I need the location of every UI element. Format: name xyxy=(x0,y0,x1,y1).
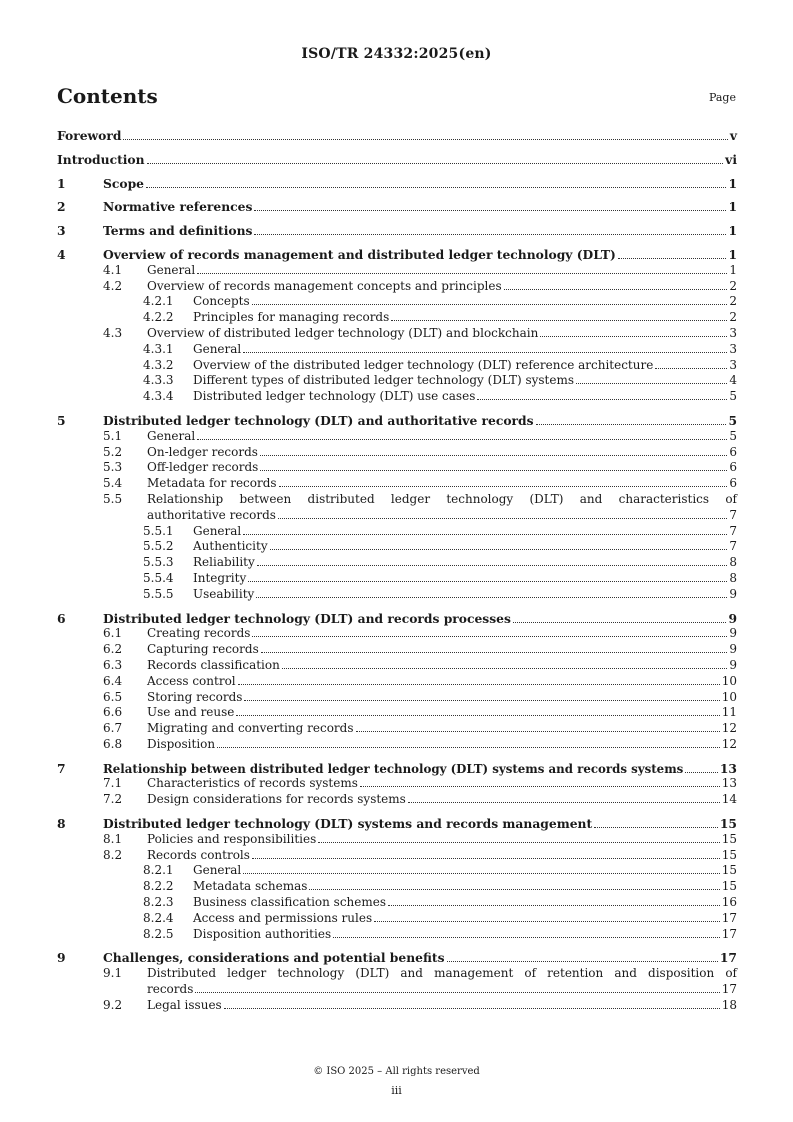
toc-entry-introduction[interactable] xyxy=(57,152,737,168)
toc-entry-4-2-1[interactable] xyxy=(57,294,737,310)
leader-dots xyxy=(252,304,728,305)
leader-dots xyxy=(536,424,727,425)
toc-page: 8 xyxy=(729,555,737,570)
toc-entry-8-2-2[interactable] xyxy=(57,879,737,895)
toc-number: 4.2 xyxy=(103,278,123,293)
toc-title: Disposition authorities xyxy=(193,926,332,941)
toc-number: 4.3.2 xyxy=(143,357,174,372)
toc-number: 5.5.3 xyxy=(143,555,174,570)
page-number: iii xyxy=(391,1084,402,1097)
toc-page: 2 xyxy=(729,278,737,293)
toc-title: Normative references xyxy=(103,199,253,215)
toc-number: 5.5.1 xyxy=(143,523,174,538)
toc-entry-4-2-2[interactable] xyxy=(57,310,737,326)
toc-entry-8-2-1[interactable] xyxy=(57,863,737,879)
toc-number: 5.4 xyxy=(103,476,123,491)
toc-title: Distributed ledger technology (DLT) use cases xyxy=(193,389,476,404)
leader-dots xyxy=(655,368,727,369)
toc-title: Migrating and converting records xyxy=(147,721,354,736)
toc-page: 10 xyxy=(721,673,737,688)
leader-dots xyxy=(123,139,727,140)
toc-page: 3 xyxy=(729,325,737,340)
table-of-contents xyxy=(57,128,737,1014)
toc-entry-5-2[interactable] xyxy=(57,445,737,461)
toc-number: 7.2 xyxy=(103,792,123,807)
toc-number: 8.2.1 xyxy=(143,863,174,878)
leader-dots xyxy=(282,668,728,669)
toc-number: 1 xyxy=(57,175,66,191)
toc-title: Access control xyxy=(147,673,236,688)
toc-title-line-2: records xyxy=(147,982,194,997)
leader-dots xyxy=(252,858,720,859)
toc-entry-6-3[interactable] xyxy=(57,658,737,674)
toc-title: Reliability xyxy=(193,555,255,570)
toc-title: Disposition xyxy=(147,736,216,751)
toc-number: 4.2.1 xyxy=(143,294,174,309)
leader-dots xyxy=(238,684,720,685)
toc-title: Design considerations for records systems xyxy=(147,792,406,807)
toc-title: Relationship between distributed ledger technology (DLT) systems and records systems xyxy=(103,761,684,776)
toc-entry-5-5[interactable] xyxy=(57,492,737,524)
toc-entry-6[interactable] xyxy=(57,611,737,627)
leader-dots xyxy=(513,622,727,623)
leader-dots xyxy=(248,581,727,582)
toc-entry-5-4[interactable] xyxy=(57,476,737,492)
toc-title: Access and permissions rules xyxy=(193,910,373,925)
toc-number: 5.3 xyxy=(103,460,123,475)
copyright-footer: © ISO 2025 – All rights reserved xyxy=(313,1066,480,1077)
toc-page: 7 xyxy=(729,507,737,522)
toc-entry-5-5-1[interactable] xyxy=(57,524,737,540)
toc-entry-8[interactable] xyxy=(57,816,737,832)
toc-title: Off-ledger records xyxy=(147,460,259,475)
toc-page: 18 xyxy=(721,997,737,1012)
leader-dots xyxy=(576,383,727,384)
toc-page: 1 xyxy=(728,175,737,191)
toc-number: 6.8 xyxy=(103,736,123,751)
leader-dots xyxy=(594,827,718,828)
toc-entry-6-7[interactable] xyxy=(57,721,737,737)
toc-entry-5-5-5[interactable] xyxy=(57,587,737,603)
toc-entry-5-5-3[interactable] xyxy=(57,555,737,571)
toc-title: Foreword xyxy=(57,128,122,143)
toc-title: Storing records xyxy=(147,689,243,704)
page-column-label: Page xyxy=(708,91,736,104)
toc-page: 3 xyxy=(729,357,737,372)
toc-page: 1 xyxy=(728,223,737,239)
toc-page: 11 xyxy=(721,705,737,720)
toc-number: 4.3 xyxy=(103,325,123,340)
toc-entry-4-1[interactable] xyxy=(57,263,737,279)
toc-title: Introduction xyxy=(57,151,145,167)
toc-entry-4-3-1[interactable] xyxy=(57,342,737,358)
toc-entry-5[interactable] xyxy=(57,413,737,429)
toc-entry-4[interactable] xyxy=(57,247,737,263)
toc-number: 5.2 xyxy=(103,444,123,459)
toc-number: 5.5 xyxy=(103,491,123,506)
leader-dots xyxy=(618,258,727,259)
toc-page: 9 xyxy=(729,586,737,601)
toc-number: 4 xyxy=(57,246,66,262)
toc-number: 5.1 xyxy=(103,428,123,443)
toc-number: 4.1 xyxy=(103,262,123,277)
toc-entry-6-2[interactable] xyxy=(57,642,737,658)
toc-entry-1[interactable] xyxy=(57,176,737,192)
toc-title: General xyxy=(147,262,196,277)
toc-page: 17 xyxy=(721,926,737,941)
toc-title: Overview of the distributed ledger technology (DLT) reference architecture xyxy=(193,357,654,372)
leader-dots xyxy=(318,842,719,843)
toc-number: 6.6 xyxy=(103,705,123,720)
toc-page: 9 xyxy=(728,610,737,626)
toc-page: 7 xyxy=(729,539,737,554)
toc-title-line-1: Relationship between distributed ledger technology (DLT) and characteristics of xyxy=(147,491,737,506)
toc-page: 6 xyxy=(729,460,737,475)
contents-title: Contents xyxy=(57,84,158,108)
toc-number: 6.3 xyxy=(103,657,123,672)
toc-number: 4.3.1 xyxy=(143,341,174,356)
toc-page: 1 xyxy=(728,199,737,215)
toc-entry-foreword[interactable] xyxy=(57,128,737,144)
toc-title: Business classification schemes xyxy=(193,895,387,910)
leader-dots xyxy=(408,802,720,803)
toc-page: 8 xyxy=(729,570,737,585)
toc-entry-2[interactable] xyxy=(57,199,737,215)
toc-title: Authenticity xyxy=(193,539,268,554)
toc-page: 6 xyxy=(729,476,737,491)
leader-dots xyxy=(477,399,727,400)
toc-number: 9.1 xyxy=(103,966,123,981)
leader-dots xyxy=(360,786,720,787)
toc-title: Challenges, considerations and potential benefits xyxy=(103,950,445,966)
toc-page: 6 xyxy=(729,444,737,459)
toc-page: 9 xyxy=(729,657,737,672)
toc-number: 3 xyxy=(57,223,66,239)
toc-number: 6.7 xyxy=(103,721,123,736)
toc-entry-9-1[interactable] xyxy=(57,966,737,998)
leader-dots xyxy=(374,921,720,922)
toc-page: 5 xyxy=(728,412,737,428)
toc-page: 4 xyxy=(729,373,737,388)
toc-entry-8-2-5[interactable] xyxy=(57,927,737,943)
toc-title: Terms and definitions xyxy=(103,223,253,239)
leader-dots xyxy=(391,320,727,321)
toc-number: 8.2.5 xyxy=(143,926,174,941)
toc-title: Concepts xyxy=(193,294,250,309)
toc-page: 12 xyxy=(721,736,737,751)
leader-dots xyxy=(261,652,728,653)
leader-dots xyxy=(195,992,719,993)
toc-number: 4.2.2 xyxy=(143,310,174,325)
toc-title: Metadata schemas xyxy=(193,879,308,894)
toc-number: 6.5 xyxy=(103,689,123,704)
leader-dots xyxy=(243,534,727,535)
toc-number: 5.5.4 xyxy=(143,570,174,585)
leader-dots xyxy=(252,636,727,637)
leader-dots xyxy=(243,873,719,874)
toc-number: 4.3.3 xyxy=(143,373,174,388)
toc-entry-8-2-4[interactable] xyxy=(57,911,737,927)
toc-page: 13 xyxy=(719,760,737,776)
leader-dots xyxy=(333,937,720,938)
toc-number: 5.5.5 xyxy=(143,586,174,601)
leader-dots xyxy=(388,905,720,906)
toc-number: 6 xyxy=(57,610,66,626)
leader-dots xyxy=(279,486,728,487)
leader-dots xyxy=(256,597,727,598)
toc-entry-7-1[interactable] xyxy=(57,776,737,792)
toc-page: 1 xyxy=(729,262,737,277)
toc-page: 10 xyxy=(721,689,737,704)
toc-number: 7.1 xyxy=(103,776,123,791)
leader-dots xyxy=(447,961,718,962)
toc-page: 15 xyxy=(721,847,737,862)
toc-number: 5 xyxy=(57,412,66,428)
toc-page: 1 xyxy=(728,246,737,262)
leader-dots xyxy=(260,455,727,456)
toc-title: Use and reuse xyxy=(147,705,235,720)
toc-number: 2 xyxy=(57,199,66,215)
toc-title: Integrity xyxy=(193,570,247,585)
leader-dots xyxy=(685,772,718,773)
leader-dots xyxy=(217,747,720,748)
toc-page: 16 xyxy=(721,895,737,910)
toc-page: 17 xyxy=(719,950,737,966)
toc-title: Scope xyxy=(103,175,144,191)
toc-page: 9 xyxy=(729,626,737,641)
toc-page: 5 xyxy=(729,428,737,443)
toc-title: General xyxy=(193,523,242,538)
leader-dots xyxy=(236,715,719,716)
toc-page: vi xyxy=(725,151,737,167)
toc-page: 2 xyxy=(729,294,737,309)
leader-dots xyxy=(356,731,720,732)
toc-number: 9.2 xyxy=(103,997,123,1012)
toc-title: Policies and responsibilities xyxy=(147,831,317,846)
toc-number: 8 xyxy=(57,816,66,832)
toc-page: 3 xyxy=(729,341,737,356)
leader-dots xyxy=(254,210,726,211)
toc-entry-9[interactable] xyxy=(57,950,737,966)
leader-dots xyxy=(270,549,728,550)
toc-page: 14 xyxy=(721,792,737,807)
toc-number: 7 xyxy=(57,760,66,776)
toc-title: On-ledger records xyxy=(147,444,258,459)
toc-page: 5 xyxy=(729,389,737,404)
toc-number: 6.2 xyxy=(103,642,123,657)
leader-dots xyxy=(197,273,727,274)
toc-page: 15 xyxy=(721,831,737,846)
leader-dots xyxy=(244,700,719,701)
toc-entry-5-5-2[interactable] xyxy=(57,539,737,555)
toc-entry-6-4[interactable] xyxy=(57,674,737,690)
toc-title: General xyxy=(147,428,196,443)
toc-number: 8.2 xyxy=(103,847,123,862)
toc-entry-4-3-2[interactable] xyxy=(57,358,737,374)
toc-title: Principles for managing records xyxy=(193,310,390,325)
toc-page: 2 xyxy=(729,310,737,325)
toc-entry-5-1[interactable] xyxy=(57,429,737,445)
toc-title: General xyxy=(193,863,242,878)
toc-page: 15 xyxy=(721,863,737,878)
toc-title: General xyxy=(193,341,242,356)
toc-title: Overview of records management and distributed ledger technology (DLT) xyxy=(103,246,616,262)
leader-dots xyxy=(243,352,727,353)
toc-entry-4-2[interactable] xyxy=(57,279,737,295)
toc-title: Overview of distributed ledger technology (DLT) and blockchain xyxy=(147,325,539,340)
toc-entry-8-2-3[interactable] xyxy=(57,895,737,911)
toc-title: Records classification xyxy=(147,657,280,672)
toc-title: Different types of distributed ledger technology (DLT) systems xyxy=(193,373,574,388)
toc-title: Characteristics of records systems xyxy=(147,776,358,791)
toc-entry-3[interactable] xyxy=(57,223,737,239)
toc-title: Distributed ledger technology (DLT) and authoritative records xyxy=(103,412,534,428)
toc-number: 8.2.4 xyxy=(143,910,174,925)
toc-entry-8-1[interactable] xyxy=(57,832,737,848)
leader-dots xyxy=(540,336,727,337)
leader-dots xyxy=(224,1008,720,1009)
toc-title: Useability xyxy=(193,586,255,601)
toc-page: 9 xyxy=(729,642,737,657)
toc-title-line-2: authoritative records xyxy=(147,507,276,522)
toc-page: v xyxy=(729,128,737,143)
toc-number: 8.2.2 xyxy=(143,879,174,894)
toc-title: Distributed ledger technology (DLT) systems and records management xyxy=(103,816,593,832)
toc-title: Overview of records management concepts and principles xyxy=(147,278,502,293)
toc-number: 8.2.3 xyxy=(143,895,174,910)
toc-page: 17 xyxy=(721,910,737,925)
toc-title: Legal issues xyxy=(147,997,222,1012)
toc-title: Distributed ledger technology (DLT) and records processes xyxy=(103,610,511,626)
toc-number: 8.1 xyxy=(103,831,123,846)
toc-entry-4-3-3[interactable] xyxy=(57,373,737,389)
toc-entry-7[interactable] xyxy=(57,761,737,777)
leader-dots xyxy=(260,470,727,471)
toc-title: Metadata for records xyxy=(147,476,277,491)
toc-title: Creating records xyxy=(147,626,251,641)
toc-entry-4-3[interactable] xyxy=(57,326,737,342)
toc-entry-7-2[interactable] xyxy=(57,792,737,808)
toc-entry-6-1[interactable] xyxy=(57,626,737,642)
toc-page: 13 xyxy=(721,776,737,791)
toc-entry-9-2[interactable] xyxy=(57,998,737,1014)
toc-page: 12 xyxy=(721,721,737,736)
toc-number: 5.5.2 xyxy=(143,539,174,554)
toc-number: 6.1 xyxy=(103,626,123,641)
toc-number: 4.3.4 xyxy=(143,389,174,404)
leader-dots xyxy=(147,163,724,164)
toc-page: 15 xyxy=(721,879,737,894)
toc-page: 15 xyxy=(719,816,737,832)
leader-dots xyxy=(278,518,727,519)
toc-number: 6.4 xyxy=(103,673,123,688)
toc-entry-4-3-4[interactable] xyxy=(57,389,737,405)
leader-dots xyxy=(309,889,719,890)
toc-title: Records controls xyxy=(147,847,250,862)
toc-entry-6-8[interactable] xyxy=(57,737,737,753)
leader-dots xyxy=(146,187,726,188)
toc-number: 9 xyxy=(57,950,66,966)
document-id-header: ISO/TR 24332:2025(en) xyxy=(301,46,492,62)
toc-page: 7 xyxy=(729,523,737,538)
toc-entry-6-6[interactable] xyxy=(57,705,737,721)
leader-dots xyxy=(197,439,727,440)
toc-title: Capturing records xyxy=(147,642,259,657)
leader-dots xyxy=(504,289,728,290)
leader-dots xyxy=(257,565,728,566)
toc-title-line-1: Distributed ledger technology (DLT) and management of retention and disposition of xyxy=(147,966,737,981)
leader-dots xyxy=(254,234,726,235)
toc-entry-8-2[interactable] xyxy=(57,848,737,864)
toc-page: 17 xyxy=(721,982,737,997)
toc-entry-6-5[interactable] xyxy=(57,690,737,706)
toc-entry-5-5-4[interactable] xyxy=(57,571,737,587)
toc-entry-5-3[interactable] xyxy=(57,460,737,476)
